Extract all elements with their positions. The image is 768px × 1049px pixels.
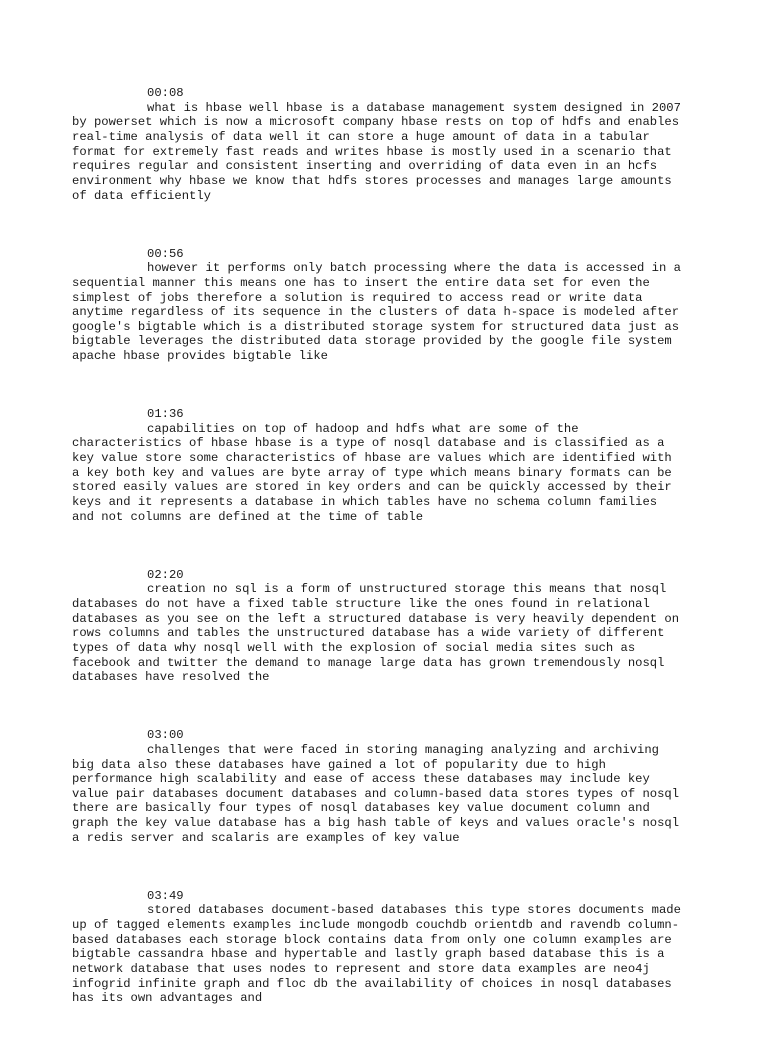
timestamp: 03:49 (147, 888, 184, 903)
paragraph-line: creation no sql is a form of unstructured storage this means that nosql (147, 582, 667, 597)
paragraph-line: performance high scalability and ease of access these databases may include key (72, 772, 650, 787)
timestamp: 01:36 (147, 407, 184, 422)
paragraph-line: environment why hbase we know that hdfs stores processes and manages large amounts (72, 173, 672, 188)
paragraph-line: simplest of jobs therefore a solution is required to access read or write data (72, 290, 643, 305)
transcript-section (72, 568, 702, 685)
transcript-page (72, 86, 702, 1049)
paragraph-line: bigtable leverages the distributed data storage provided by the google file system (72, 334, 672, 349)
paragraph-line: real-time analysis of data well it can store a huge amount of data in a tabular (72, 129, 650, 144)
timestamp: 02:20 (147, 567, 184, 582)
transcript-section (72, 728, 702, 845)
paragraph-line: network database that uses nodes to represent and store data examples are neo4j (72, 962, 650, 977)
paragraph-line: databases do not have a fixed table structure like the ones found in relational (72, 596, 650, 611)
paragraph-line: by powerset which is now a microsoft company hbase rests on top of hdfs and enables (72, 115, 680, 130)
paragraph-line: keys and it represents a database in which tables have no schema column families (72, 495, 658, 510)
paragraph-line: however it performs only batch processing where the data is accessed in a (147, 261, 681, 276)
paragraph-line: based databases each storage block contains data from only one column examples are (72, 932, 672, 947)
paragraph-line: there are basically four types of nosql databases key value document column and (72, 801, 650, 816)
paragraph-line: of data efficiently (72, 188, 211, 203)
paragraph-line: has its own advantages and (72, 991, 263, 1006)
paragraph-line: a redis server and scalaris are examples of key value (72, 830, 460, 845)
paragraph-line: stored databases document-based databases this type stores documents made (147, 903, 681, 918)
transcript-section (72, 407, 702, 524)
transcript-section (72, 889, 702, 1006)
transcript-section (72, 247, 702, 364)
timestamp: 00:56 (147, 246, 184, 261)
paragraph-line: value pair databases document databases and column-based data stores types of nosql (72, 786, 680, 801)
timestamp: 00:08 (147, 86, 184, 100)
paragraph-line: databases have resolved the (72, 670, 270, 685)
paragraph-line: what is hbase well hbase is a database management system designed in 2007 (147, 100, 681, 115)
paragraph-line: sequential manner this means one has to insert the entire data set for even the (72, 275, 650, 290)
paragraph-line: apache hbase provides bigtable like (72, 349, 328, 364)
transcript-section (72, 86, 702, 203)
paragraph-line: types of data why nosql well with the explosion of social media sites such as (72, 640, 636, 655)
paragraph-line: rows columns and tables the unstructured database has a wide variety of different (72, 626, 665, 641)
paragraph-line: databases as you see on the left a structured database is very heavily dependent on (72, 611, 680, 626)
paragraph-line: infogrid infinite graph and floc db the availability of choices in nosql databases (72, 976, 672, 991)
paragraph-line: facebook and twitter the demand to manage large data has grown tremendously nosql (72, 655, 665, 670)
paragraph-line: graph the key value database has a big hash table of keys and values oracle's nosql (72, 816, 680, 831)
paragraph-line: google's bigtable which is a distributed storage system for structured data just as (72, 319, 680, 334)
paragraph-line: a key both key and values are byte array of type which means binary formats can be (72, 465, 672, 480)
paragraph-line: capabilities on top of hadoop and hdfs what are some of the (147, 421, 579, 436)
paragraph-line: characteristics of hbase hbase is a type of nosql database and is classified as a (72, 436, 665, 451)
paragraph-line: stored easily values are stored in key orders and can be quickly accessed by their (72, 480, 672, 495)
paragraph-line: anytime regardless of its sequence in the clusters of data h-space is modeled after (72, 305, 680, 320)
timestamp: 03:00 (147, 728, 184, 743)
paragraph-line: and not columns are defined at the time of table (72, 509, 424, 524)
paragraph-line: big data also these databases have gained a lot of popularity due to high (72, 757, 606, 772)
paragraph-line: requires regular and consistent inserting and overriding of data even in an hcfs (72, 159, 658, 174)
paragraph-line: bigtable cassandra hbase and hypertable and lastly graph based database this is a (72, 947, 665, 962)
paragraph-line: key value store some characteristics of hbase are values which are identified with (72, 451, 672, 466)
paragraph-line: format for extremely fast reads and writes hbase is mostly used in a scenario that (72, 144, 672, 159)
paragraph-line: up of tagged elements examples include mongodb couchdb orientdb and ravendb column- (72, 918, 680, 933)
paragraph-line: challenges that were faced in storing managing analyzing and archiving (147, 742, 659, 757)
